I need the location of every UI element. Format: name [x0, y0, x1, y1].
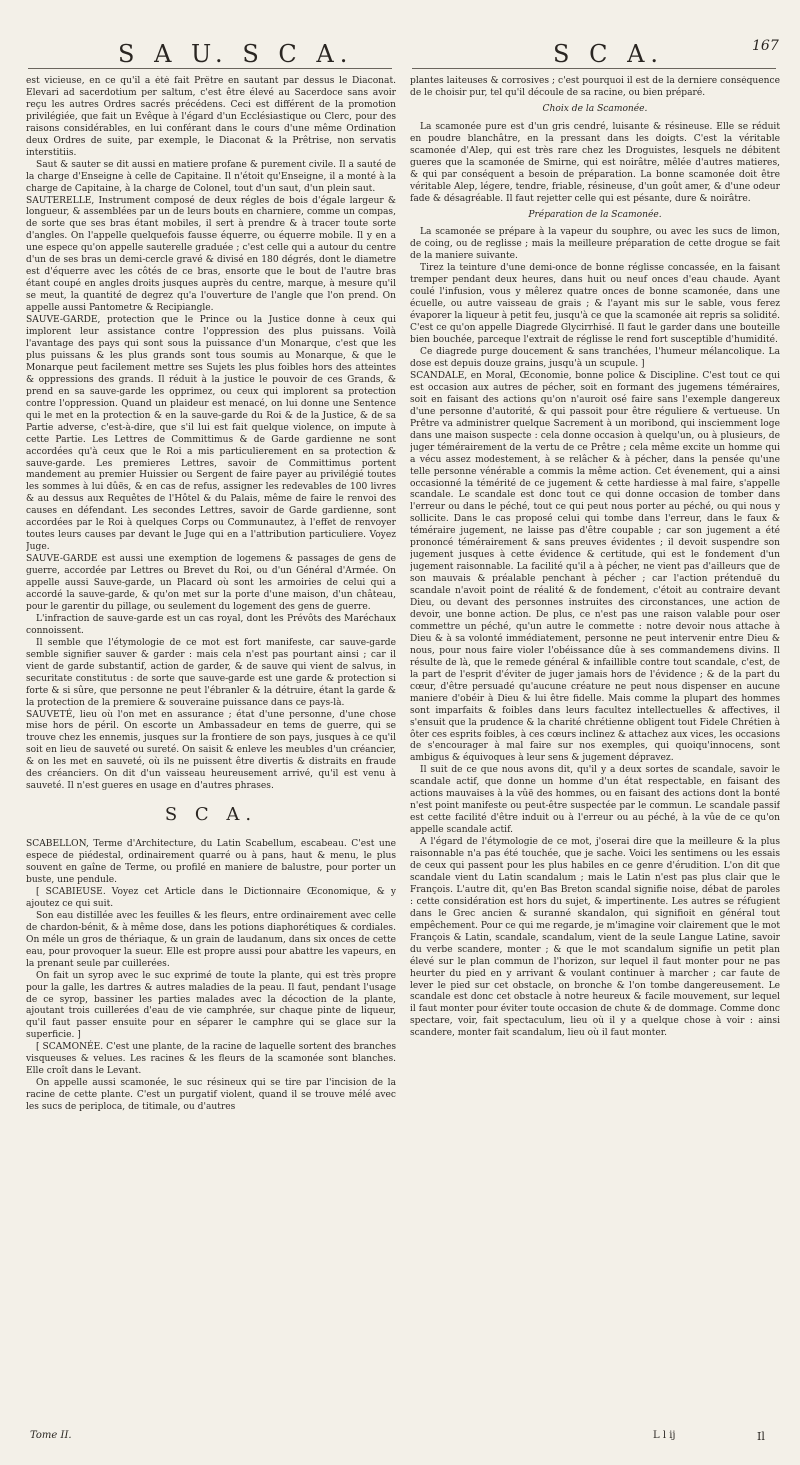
header-rule-left	[28, 68, 392, 69]
paragraph: est vicieuse, en ce qu'il a été fait Prêtre en sautant par dessus le Diaconat. Elevari ad sacerdotium per saltum, c'est être élevé au Sacerdoce sans avoir reçu les autres Ordres sacrés précédens. Ceci est différent de la promotion privilégiée, que fait un Evêque à l'égard d'un Ecclésiastique ou Clerc, pour des raisons considérables, en lui conférant dans le cours d'une même Ordination deux Ordres de suite, par exemple, le Diaconat & la Prêtrise, non servatis interstitiis.	[26, 76, 396, 158]
signature-mark: L l ij	[653, 1430, 676, 1441]
section-heading: S C A.	[164, 804, 258, 826]
paragraph: Saut & sauter se dit aussi en matiere profane & purement civile. Il a sauté de la charge d'Enseigne à celle de Capitaine. Il n'étoit qu'Enseigne, il a monté à la charge de Capitaine, à la charge de Colonel, tout d'un saut, d'un plein saut.	[26, 159, 396, 194]
paragraph: La scamonée pure est d'un gris cendré, luisante & résineuse. Elle se réduit en poudre blanchâtre, en la pressant dans les doigts. C'est la véritable scamonée d'Alep, qui est très rare chez les Droguistes, lesquels ne débitent gueres que la scamonée de Smirne, qui est noirâtre, mêlée d'autres matieres, & qui par conséquent a besoin de préparation. La bonne scamonée doit être véritable Alep, légere, tendre, friable, résineuse, d'un goût amer, & d'une odeur fade & désagréable. Il faut rejetter celle qui est pésante, dure & noirâtre.	[410, 121, 780, 204]
paragraph: On appelle aussi scamonée, le suc résineux qui se tire par l'incision de la racine de cette plante. C'est un purgatif violent, quand il se trouve mélé avec les sucs de periploca, de titimale, ou d'autres	[26, 1078, 396, 1113]
paragraph: [ SCAMONÉE. C'est une plante, de la racine de laquelle sortent des branches visqueuses & velues. Les racines & les fleurs de la scamonée sont blanches. Elle croît dans le Levant.	[26, 1042, 396, 1077]
paragraph: A l'égard de l'étymologie de ce mot, j'oserai dire que la meilleure & la plus raisonnable n'a pas été touchée, que je sache. Voici les sentimens ou les essais de ceux qui passent pour les plus habiles en ce genre d'érudition. L'on dit que scandale vient du Latin scandalum ; mais le Latin n'est pas plus clair que le François. L'autre dit, qu'en Bas Breton scandal signifie noise, débat de paroles : cette considération est hors du sujet, & impertinente. Les autres se réfugient dans le Grec ancien & suranné skandalon, qui signifioit en général tout empêchement. Pour ce qui me regarde, je m'imagine voir clairement que le mot François & Latin, scandale, scandalum, vient de la seule Langue Latine, savoir du verbe scandere, monter ; & que le mot scandalum signifie un petit plan élevé sur le plan commun de l'horizon, sur lequel il faut monter pour ne pas heurter du pied en y arrivant & voulant continuer à marcher ; car faute de lever le pied sur cet obstacle, on bronche & l'on tombe dangereusement. Le scandale est donc cet obstacle à notre heureux & facile mouvement, sur lequel il faut monter pour éviter toute occasion de chute & de dommage. Comme donc spectare, voir, fait spectaculum, lieu où il y a quelque chose à voir : ainsi scandere, monter fait scandalum, lieu où il faut monter.	[410, 837, 780, 1039]
header-rule-right	[412, 68, 776, 69]
page-number: 167	[752, 38, 779, 54]
paragraph: [ SCABIEUSE. Voyez cet Article dans le Dictionnaire Œconomique, & y ajoutez ce qui suit.	[26, 886, 396, 909]
right-text-column	[410, 76, 780, 1411]
paragraph: SAUVE-GARDE est aussi une exemption de logemens & passages de gens de guerre, accordée par Lettres ou Brevet du Roi, ou d'un Général d'Armée. On appelle aussi Sauve-garde, un Placard où sont les armoiries de celui qui a accordé la sauve-garde, & qu'on met sur la porte d'une maison, d'un château, pour le garentir du pillage, ou seulement du logement des gens de guerre.	[26, 554, 396, 612]
paragraph: Son eau distillée avec les feuilles & les fleurs, entre ordinairement avec celle de chardon-bénit, & à même dose, dans les potions diaphorétiques & cordiales. On méle un gros de thériaque, & un grain de laudanum, dans six onces de cette eau, pour provoquer la sueur. Elle est propre aussi pour abattre les vapeurs, en la prenant seule par cuillerées.	[26, 910, 396, 969]
left-text-column	[26, 76, 396, 1426]
paragraph: Il suit de ce que nous avons dit, qu'il y a deux sortes de scandale, savoir le scandale actif, que donne un homme d'un état respectable, en faisant des actions mauvaises à la vûë des hommes, ou en faisant des actions dont la bonté n'est point manifeste ou peut-être suspectée par le commun. Le scandale passif est cette facilité d'être induit ou à l'erreur ou au péché, à la vûe de ce qu'on appelle scandale actif.	[410, 765, 780, 836]
paragraph: SAUVETÉ, lieu où l'on met en assurance ; état d'une personne, d'une chose mise hors de péril. On escorte un Ambassadeur en tems de guerre, qui se trouve chez les ennemis, jusques sur la frontiere de son pays, jusques à ce qu'il soit en lieu de sauveté ou sureté. On saisit & enleve les meubles d'un créancier, & on les met en sauveté, où ils ne puissent être divertis & distraits en fraude des créanciers. On dit d'un vaisseau heureusement arrivé, qu'il est venu à sauveté. Il n'est gueres en usage en d'autres phrases.	[26, 709, 396, 792]
running-head-right: S C A.	[553, 40, 665, 68]
paragraph: Ce diagrede purge doucement & sans tranchées, l'humeur mélancolique. La dose est depuis douze grains, jusqu'à un scupule. ]	[410, 347, 780, 369]
volume-label: Tome II.	[30, 1430, 72, 1441]
paragraph: SAUTERELLE, Instrument composé de deux régles de bois d'égale largeur & longueur, & assemblées par un de leurs bouts en charniere, comme un compas, de sorte que ses bras étant mobiles, il sert à prendre & à tracer toute sorte d'angles. On l'appelle quelquefois fausse équerre, ou équerre mobile. Il y en a une espece qu'on appelle sauterelle graduée ; c'est celle qui a autour du centre d'un de ses bras un demi-cercle gravé & divisé en 180 dégrés, dont le diametre est d'équerre avec les côtés de ce bras, ensorte que le bout de l'autre bras étant coupé en angles droits jusques auprès du centre, marque, à mesure qu'il se meut, la quantité de degrez qu'a l'ouverture de l'angle que l'on prend. On appelle aussi Pantometre & Recipiangle.	[26, 195, 396, 314]
paragraph: L'infraction de sauve-garde est un cas royal, dont les Prévôts des Maréchaux connoissent.	[26, 613, 396, 636]
paragraph: SAUVE-GARDE, protection que le Prince ou la Justice donne à ceux qui implorent leur assistance contre l'oppression des plus puissans. Voilà l'avantage des pays qui sont sous la puissance d'un Monarque, c'est que les plus puissans & les plus grands sont tous soumis au Monarque, & que le Monarque peut facilement mettre ses Sujets les plus foibles hors des atteintes & oppressions des grands. Il réduit à la justice le pouvoir de ces Grands, & prend en sa sauve-garde les opprimez, ou ceux qui implorent sa protection contre l'oppression. Quand un plaideur est menacé, on lui donne une Sentence qui le met en la protection & en la sauve-garde du Roi & de la Justice, & de sa Partie adverse, c'est-à-dire, que s'il lui est fait quelque violence, on impute à cette Partie. Les Lettres de Committimus & de Garde gardienne ne sont accordées qu'à ceux que le Roi a mis particulierement en sa protection & sauve-garde. Les premieres Lettres, savoir de Committimus portent mandement au premier Huissier ou Sergent de faire payer au privilégié toutes les sommes à lui dûës, & en cas de refus, assigner les redevables de 100 livres & au dessus aux Requêtes de l'Hôtel & du Palais, même de faire le renvoi des causes en défendant. Les secondes Lettres, savoir de Garde gardienne, sont accordées par le Roi à quelques Corps ou Communautez, à l'effet de renvoyer toutes leurs causes par devant le Juge qui en a l'attribution particuliere. Voyez Juge.	[26, 315, 396, 553]
paragraph: Tirez la teinture d'une demi-once de bonne réglisse concassée, en la faisant tremper pendant deux heures, dans huit ou neuf onces d'eau chaude. Ayant coulé l'infusion, vous y mêlerez quatre onces de bonne scamonée, dans une écuelle, ou autre vaisseau de grais ; & l'ayant mis sur le sable, vous ferez évaporer la liqueur à petit feu, jusqu'à ce que la scamonée ait repris sa solidité. C'est ce qu'on appelle Diagrede Glycirrhisé. Il faut le garder dans une bouteille bien bouchée, parceque l'extrait de réglisse le rend fort susceptible d'humidité.	[410, 263, 780, 346]
sub-heading: Choix de la Scamonée.	[542, 103, 648, 114]
paragraph: SCANDALE, en Moral, Œconomie, bonne police & Discipline. C'est tout ce qui est occasion aux autres de pécher, soit en formant des jugemens téméraires, soit en faisant des actions qu'on n'auroit osé faire sans l'exemple dangereux d'une personne d'autorité, & qui passoit pour être réguliere & vertueuse. Un Prêtre va administrer quelque Sacrement à un moribond, qui insciemment loge dans une maison suspecte : cela donne occasion à quelqu'un, ou à plusieurs, de juger témérairement de la vertu de ce Prêtre ; cela même excite un homme qui a vécu assez modestement, à se relâcher & à pécher, dans la pensée qu'une telle personne vénérable a commis la même action. Cet évenement, qui a ainsi occasionné la témérité de ce jugement & cette hardiesse à mal faire, s'appelle scandale. Le scandale est donc tout ce qui donne occasion de tomber dans l'erreur ou dans le péché, tout ce qui peut nous porter au péché, ou qui nous y sollicite. Dans le cas proposé celui qui tombe dans l'erreur, dans le faux & téméraire jugement, ne laisse pas d'être coupable ; car son jugement a été prononcé témérairement & sans preuves évidentes ; il devoit suspendre son jugement jusques à cette évidence & certitude, qui est le fondement d'un jugement raisonnable. La facilité qu'il a à pécher, ne vient pas d'ailleurs que de son mauvais & préalable penchant à pécher ; car l'action prétenduë du scandale n'avoit point de réalité & de fondement, c'étoit au contraire devant Dieu, ou devant des personnes instruites des circonstances, une action de devoir, une bonne action. De plus, ce n'est pas une raison valable pour oser commettre un péché, qu'un autre le commette : notre devoir nous attache à Dieu & à sa volonté immédiatement, personne ne peut intervenir entre Dieu & nous, pour nous faire violer l'obéissance dûe à ses commandemens divins. Il résulte de là, que le remede général & infaillible contre tout scandale, c'est, de la part de l'esprit d'éviter de juger jamais hors de l'évidence ; & de la part du cœur, d'être persuadé qu'aucune créature ne peut nous dispenser en aucune maniere d'obéir à Dieu & lui être fidelle. Mais comme la plupart des hommes sont imparfaits & foibles dans leurs facultez intellectuelles & affectives, il s'ensuit que la prudence & la charité chrétienne obligent tout Fidele Chrétien à ôter ces esprits foibles, à ces cœurs inclinez & attachez aux vices, les occasions de s'encourager à mal faire sur nos exemples, qui quoiqu'innocens, sont ambigus & équivoques à leur sens & jugement dépravez.	[410, 370, 780, 764]
running-head-left: S A U. S C A.	[118, 40, 354, 68]
catchword: Il	[757, 1430, 765, 1443]
paragraph: La scamonée se prépare à la vapeur du souphre, ou avec les sucs de limon, de coing, ou de reglisse ; mais la meilleure préparation de cette drogue se fait de la maniere suivante.	[410, 227, 780, 262]
paragraph: SCABELLON, Terme d'Architecture, du Latin Scabellum, escabeau. C'est une espece de piédestal, ordinairement quarré ou à pans, haut & menu, le plus souvent en gaîne de Terme, ou profilé en maniere de balustre, pour porter un buste, une pendule.	[26, 839, 396, 885]
paragraph: On fait un syrop avec le suc exprimé de toute la plante, qui est très propre pour la galle, les dartres & autres maladies de la peau. Il faut, pendant l'usage de ce syrop, bassiner les parties malades avec la décoction de la plante, ajoutant trois cuillerées d'eau de vie camphrée, sur chaque pinte de liqueur, qu'il faut passer ensuite pour en séparer le camphre qui se glace sur la superficie. ]	[26, 970, 396, 1041]
paragraph: plantes laiteuses & corrosives ; c'est pourquoi il est de la derniere conséquence de le choisir pur, tel qu'il découle de sa racine, ou bien préparé.	[410, 76, 780, 98]
paragraph: Il semble que l'étymologie de ce mot est fort manifeste, car sauve-garde semble signifier sauver & garder : mais cela n'est pas pourtant ainsi ; car il vient de garde substantif, action de garder, & de sauve qui vient de salvus, in securitate constitutus : de sorte que sauve-garde est une garde & protection si forte & si sûre, que personne ne peut l'ébranler & la détruire, étant la garde & la protection de la premiere & souveraine puissance dans ce pays-là.	[26, 637, 396, 708]
sub-heading: Préparation de la Scamonée.	[528, 209, 662, 220]
